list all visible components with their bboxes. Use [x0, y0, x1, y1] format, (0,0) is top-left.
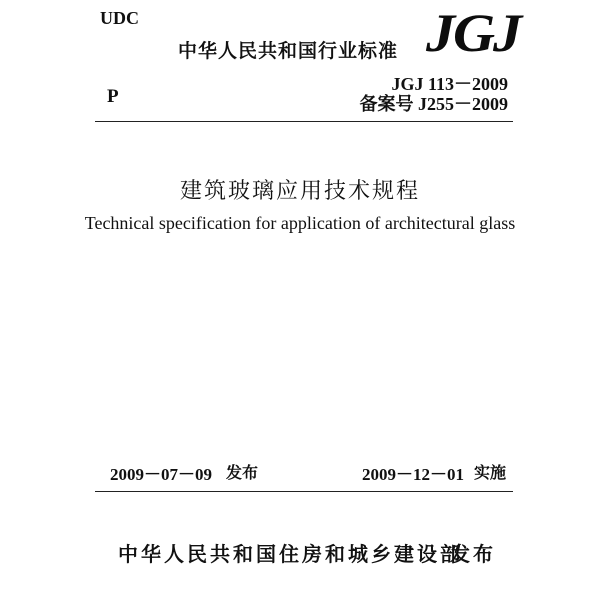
- title-english: Technical specification for application of architectural glass: [84, 213, 516, 233]
- title-chinese: 建筑玻璃应用技术规程: [179, 179, 420, 204]
- standard-number: JGJ 113－2009: [391, 74, 508, 94]
- issue-date: 2009－07－09: [110, 465, 212, 484]
- category-letter: P: [107, 86, 119, 107]
- implement-label: 实施: [474, 463, 507, 482]
- publisher-name: 中华人民共和国住房和城乡建设部: [118, 542, 463, 566]
- jgj-logo: JGJ: [426, 3, 520, 63]
- issue-label: 发布: [226, 463, 259, 482]
- implement-date: 2009－12－01: [362, 465, 464, 484]
- record-number: 备案号 J255－2009: [359, 94, 508, 114]
- standard-class-title: 中华人民共和国行业标准: [178, 40, 399, 62]
- publish-label: 发布: [450, 542, 496, 566]
- bottom-divider: [95, 491, 513, 492]
- udc-label: UDC: [100, 8, 139, 28]
- top-divider: [95, 121, 513, 122]
